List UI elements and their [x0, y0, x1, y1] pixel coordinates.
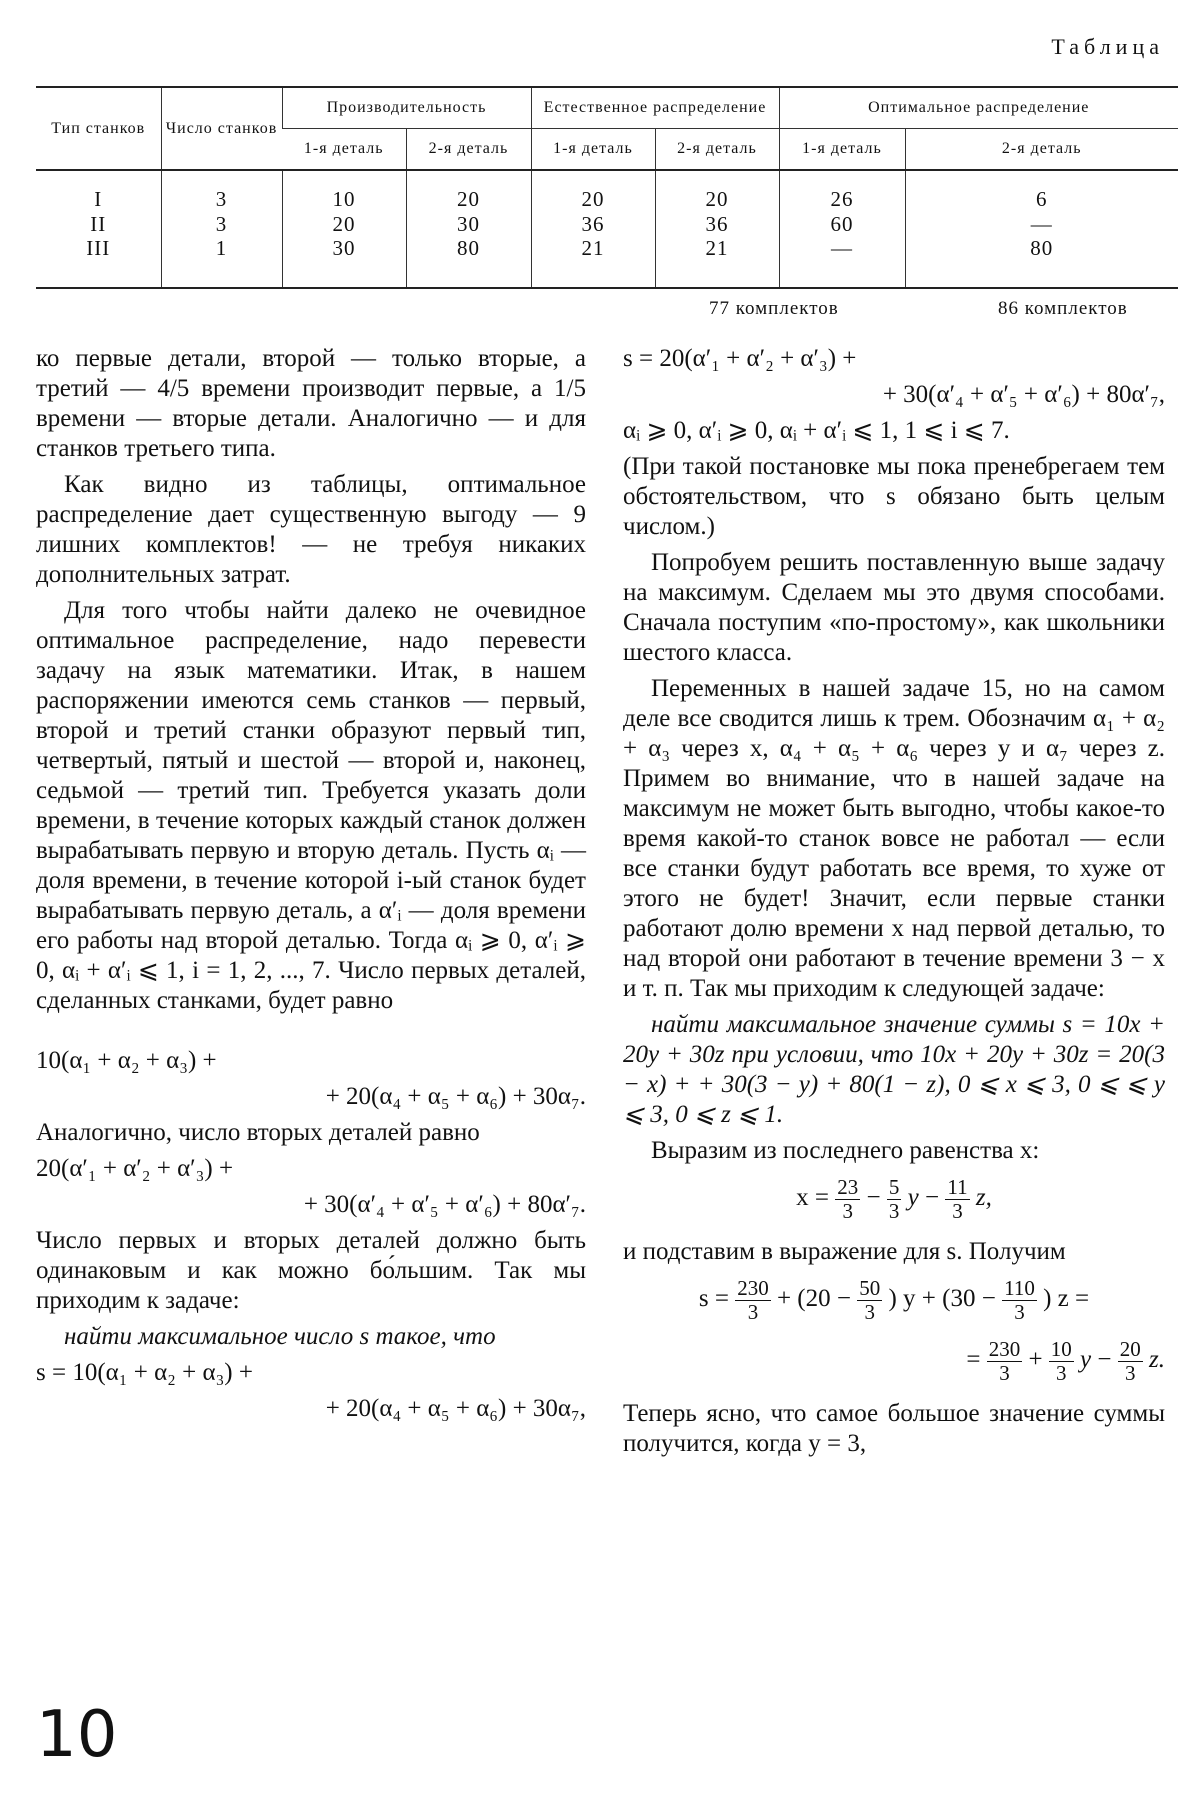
fraction-numerator: 10 [1050, 1337, 1072, 1361]
table-body-row [36, 170, 1178, 288]
paragraph: Переменных в нашей задаче 15, но на самом деле все сводится лишь к трем. Обозначим α₁ + α₂ + α₃ через x, α₄ + α₅ + α₆ через y и α₇ через z. Примем во внимание, что в нашей задаче на максимум не может быть выгодно, чтобы какое-то время какой-то станок вовсе не работал — если все станки будут работать все время, то хуже от этого не будет! Значит, если первые станки работают долю времени x над первой деталью, то над второй они работают в течение времени 3 − x и т. п. Так мы приходим к следующей задаче: [623, 675, 1165, 1002]
page-number: 10 [36, 1698, 118, 1772]
cell-nat1: 36 [581, 211, 605, 236]
header-optimal: Оптимальное распределение [779, 87, 1178, 129]
formula-line: 20(α′₁ + α′₂ + α′₃) + [36, 1155, 234, 1182]
header-nat-part1: 1-я деталь [531, 129, 655, 171]
cell-prod1: 20 [332, 211, 356, 236]
fraction [735, 1277, 771, 1324]
paragraph: Теперь ясно, что самое большое значение суммы получится, когда y = 3, [623, 1400, 1165, 1457]
formula-line: s = 10(α₁ + α₂ + α₃) + [36, 1359, 253, 1386]
col-nat2 [655, 170, 779, 288]
formula-line: + 20(α₄ + α₅ + α₆) + 30α₇, [325, 1395, 586, 1422]
col-prod2 [406, 170, 531, 288]
col-nat1 [531, 170, 655, 288]
cell-prod1: 30 [332, 236, 356, 260]
formula-line: + 20(α₄ + α₅ + α₆) + 30α₇. [325, 1083, 586, 1110]
header-productivity: Производительность [282, 87, 531, 129]
fraction [1118, 1338, 1143, 1385]
eq-text: ) y + (30 − [888, 1285, 996, 1313]
fraction [835, 1176, 860, 1223]
header-nat-part2: 2-я деталь [655, 129, 779, 171]
fraction-numerator: 230 [988, 1337, 1021, 1361]
fraction-denominator: 3 [999, 1361, 1010, 1385]
problem-statement: найти максимальное значение суммы s = 10x + 20y + 30z при условии, что 10x + 20y + 30z = 20(3 − x) + + 30(3 − y) + 80(1 − z), 0 ⩽ x ⩽ 3, 0 ⩽ ⩽ y ⩽ 3, 0 ⩽ z ⩽ 1. [623, 1011, 1165, 1128]
cell-opt1: — [831, 236, 853, 260]
formula-line: αᵢ ⩾ 0, α′ᵢ ⩾ 0, αᵢ + α′ᵢ ⩽ 1, 1 ⩽ i ⩽ 7. [623, 417, 1010, 444]
paragraph: Выразим из последнего равенства x: [651, 1137, 1040, 1164]
cell-nat1: 21 [581, 236, 605, 260]
header-natural: Естественное распределение [531, 87, 779, 129]
paragraph: Как видно из таблицы, оптимальное распределение дает существенную выгоду — 9 лишних комплектов! — не требуя никаких дополнительных затрат. [36, 471, 586, 588]
fraction-numerator: 23 [837, 1175, 859, 1199]
fraction-numerator: 50 [859, 1276, 881, 1300]
fraction-denominator: 3 [888, 1199, 900, 1223]
fraction-numerator: 5 [888, 1175, 900, 1199]
fraction-denominator: 3 [1125, 1361, 1136, 1385]
total-natural: 77 комплектов [709, 298, 839, 319]
equation-s-simplified [623, 1338, 1165, 1385]
formula-line: + 30(α′₄ + α′₅ + α′₆) + 80α′₇, [882, 381, 1165, 408]
col-type [36, 170, 161, 288]
fraction [1049, 1338, 1074, 1385]
fraction [1002, 1277, 1037, 1324]
cell-nat2: 20 [705, 187, 729, 211]
paragraph: и подставим в выражение для s. Получим [623, 1238, 1066, 1265]
total-optimal: 86 комплектов [998, 298, 1128, 319]
paragraph: ко первые детали, второй — только вторые, а третий — 4/5 времени производит первые, а 1/5 времени — вторые детали. Аналогично — и для станков третьего типа. [36, 345, 586, 462]
paragraph: Число первых и вторых деталей должно быть одинаковым и как можно бо́льшим. Так мы приходим к задаче: [36, 1227, 586, 1314]
header-opt-part1: 1-я деталь [779, 129, 905, 171]
cell-opt1: 60 [830, 211, 854, 236]
fraction-denominator: 3 [747, 1300, 759, 1324]
eq-text: x = [796, 1184, 830, 1212]
eq-text: − [925, 1184, 940, 1212]
eq-text: − [866, 1184, 881, 1212]
header-prod-part1: 1-я деталь [282, 129, 406, 171]
paragraph: Попробуем решить поставленную выше задачу на максимум. Сделаем мы это двумя способами. Сначала поступим «по-простому», как школьники шестого класса. [623, 549, 1165, 666]
eq-text: y [907, 1184, 919, 1212]
cell-prod1: 10 [332, 187, 356, 211]
cell-type: III [86, 236, 111, 260]
problem-statement: найти максимальное число s такое, что [64, 1323, 496, 1350]
eq-text: y [1080, 1346, 1092, 1374]
eq-text: − [1097, 1346, 1112, 1374]
eq-text: ) z = [1043, 1285, 1090, 1313]
equation-s [623, 1277, 1165, 1324]
cell-prod2: 30 [457, 211, 480, 236]
cell-count: 1 [215, 236, 228, 260]
col-opt2 [905, 170, 1178, 288]
paragraph: (При такой постановке мы пока пренебрегаем тем обстоятельством, что s обязано быть целым числом.) [623, 453, 1165, 540]
eq-text: z, [975, 1184, 992, 1212]
header-opt-part2: 2-я деталь [905, 129, 1178, 171]
left-column [36, 344, 586, 1430]
eq-text: = [966, 1346, 981, 1374]
formula-line: + 30(α′₄ + α′₅ + α′₆) + 80α′₇. [303, 1191, 586, 1218]
fraction-denominator: 3 [842, 1199, 854, 1223]
cell-type: II [90, 211, 107, 236]
right-column [623, 344, 1165, 1465]
eq-text: + (20 − [776, 1285, 851, 1313]
eq-text: + [1028, 1346, 1043, 1374]
fraction [887, 1176, 902, 1223]
cell-type: I [94, 187, 103, 211]
fraction-denominator: 3 [1014, 1300, 1025, 1324]
cell-prod2: 80 [457, 236, 480, 260]
paragraph: Для того чтобы найти далеко не очевидное оптимальное распределение, надо перевести задачу на язык математики. Итак, в нашем распоряжении имеются семь станков — первый, второй и третий станки образуют первый тип, четвертый, пятый и шестой — второй и, наконец, седьмой — третий тип. Требуется указать доли времени, в течение которых каждый станок должен вырабатывать первую и вторую деталь. Пусть αᵢ — доля времени, в течение которой i-ый станок будет вырабатывать первую деталь, а α′ᵢ — доля времени его работы над второй деталью. Тогда αᵢ ⩾ 0, α′ᵢ ⩾ 0, αᵢ + α′ᵢ ⩽ 1, i = 1, 2, ..., 7. Число первых деталей, сделанных станками, будет равно [36, 597, 586, 1014]
cell-nat1: 20 [581, 187, 605, 211]
distribution-table [36, 86, 1178, 289]
fraction [945, 1176, 969, 1223]
cell-count: 3 [215, 211, 228, 236]
header-count: Число станков [161, 87, 282, 170]
eq-text: s = [698, 1285, 729, 1313]
cell-count: 3 [215, 187, 228, 211]
fraction [857, 1277, 882, 1324]
fraction-numerator: 110 [1004, 1276, 1035, 1300]
cell-opt2: 6 [1036, 187, 1048, 211]
fraction-denominator: 3 [864, 1300, 875, 1324]
fraction [987, 1338, 1023, 1385]
table-caption: Таблица [1051, 34, 1164, 59]
fraction-numerator: 20 [1119, 1337, 1141, 1361]
cell-opt2: 80 [1030, 236, 1054, 260]
col-count [161, 170, 282, 288]
equation-x [623, 1176, 1165, 1223]
cell-opt2: — [1030, 211, 1053, 236]
cell-prod2: 20 [457, 187, 480, 211]
header-prod-part2: 2-я деталь [406, 129, 531, 171]
fraction-numerator: 11 [947, 1175, 968, 1199]
eq-text: z. [1149, 1346, 1165, 1374]
header-type: Тип станков [36, 87, 161, 170]
paragraph: Аналогично, число вторых деталей равно [36, 1119, 480, 1146]
col-opt1 [779, 170, 905, 288]
cell-opt1: 26 [830, 187, 854, 211]
col-prod1 [282, 170, 406, 288]
fraction-denominator: 3 [1056, 1361, 1067, 1385]
cell-nat2: 36 [705, 211, 729, 236]
cell-nat2: 21 [705, 236, 729, 260]
formula-line: s = 20(α′₁ + α′₂ + α′₃) + [623, 345, 857, 372]
formula-line: 10(α₁ + α₂ + α₃) + [36, 1047, 217, 1074]
fraction-numerator: 230 [737, 1276, 769, 1300]
fraction-denominator: 3 [952, 1199, 963, 1223]
